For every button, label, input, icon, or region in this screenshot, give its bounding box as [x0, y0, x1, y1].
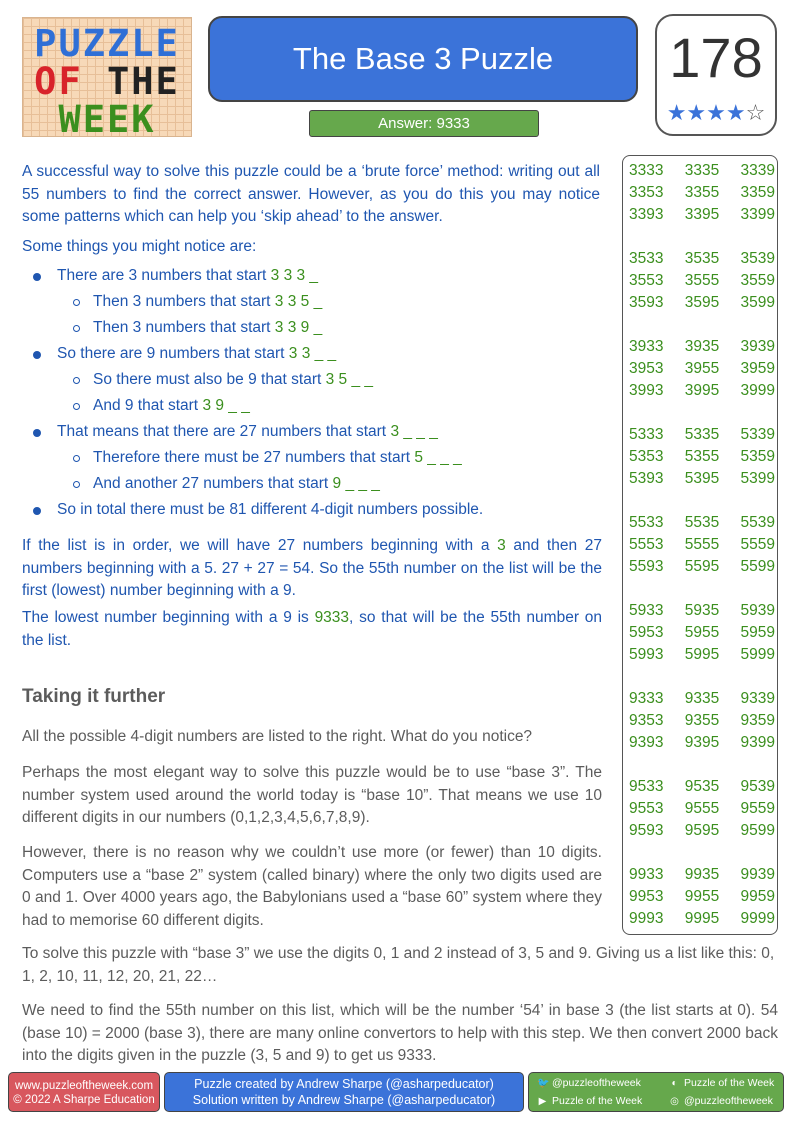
number-cell: 3335: [684, 162, 720, 179]
number-row: [629, 534, 775, 556]
number-row: [629, 446, 775, 468]
star-filled-icon: ★★★★: [666, 100, 746, 125]
youtube-icon: ▶: [538, 1096, 547, 1107]
number-cell: 5593: [629, 558, 664, 575]
number-cell: 5935: [684, 602, 720, 619]
number-cell: 5535: [684, 514, 720, 531]
number-cell: 5559: [740, 536, 775, 553]
number-cell: 5339: [740, 426, 775, 443]
number-cell: 9599: [740, 822, 775, 839]
number-cell: 3993: [629, 382, 664, 399]
number-cell: 9335: [684, 690, 720, 707]
number-row: [629, 622, 775, 644]
number-row: [629, 160, 775, 182]
number-cell: 5355: [684, 448, 720, 465]
difficulty-stars: [657, 102, 775, 124]
sub-bullet-ring: [73, 299, 80, 306]
logo-the: THE: [107, 60, 180, 103]
intro-paragraph: A successful way to solve this puzzle could be a ‘brute force’ method: writing out all 55 numbers to find the correct answer. However, as you do this you may notice some patterns which can help you ‘skip ahead’ to the answer.: [22, 163, 600, 225]
number-row: [629, 710, 775, 732]
number-cell: 3933: [629, 338, 664, 355]
number-group: [629, 424, 775, 490]
puzzle-credit: Puzzle created by Andrew Sharpe (@asharpeducator): [194, 1077, 494, 1091]
number-cell: 5399: [740, 470, 775, 487]
number-cell: 9353: [629, 712, 664, 729]
notice-text: Some things you might notice are:: [22, 238, 257, 255]
number-cell: 9355: [684, 712, 720, 729]
number-cell: 3939: [740, 338, 775, 355]
number-cell: 3333: [629, 162, 664, 179]
number-row: [629, 468, 775, 490]
copyright-text: © 2022 A Sharpe Education: [13, 1094, 155, 1106]
lowest-paragraph: The lowest number beginning with a 9 is 9333, so that will be the 55th number on the list.: [22, 609, 602, 649]
number-cell: 5393: [629, 470, 664, 487]
number-row: [629, 886, 775, 908]
number-cell: 3353: [629, 184, 664, 201]
number-cell: 3595: [684, 294, 720, 311]
sub-bullet-ring: [73, 455, 80, 462]
number-cell: 5539: [740, 514, 775, 531]
number-cell: 9993: [629, 910, 664, 927]
number-row: [629, 424, 775, 446]
sub-bullet-ring: [73, 377, 80, 384]
number-cell: 5335: [684, 426, 720, 443]
puzzle-of-the-week-logo: [22, 17, 192, 141]
number-group: [629, 512, 775, 578]
number-cell: 5939: [740, 602, 775, 619]
logo-line-1: PUZZLE: [34, 22, 180, 65]
number-cell: 3593: [629, 294, 664, 311]
social-patreon[interactable]: ◐ Puzzle of the Week: [669, 1077, 774, 1089]
number-cell: 9535: [684, 778, 720, 795]
social-youtube[interactable]: ▶ Puzzle of the Week: [538, 1095, 643, 1107]
number-cell: 9399: [740, 734, 775, 751]
twitter-icon: 🐦: [537, 1078, 550, 1089]
further-paragraph: To solve this puzzle with “base 3” we use the digits 0, 1 and 2 instead of 3, 5 and 9. Giving us a list like this: 0, 1, 2, 10, 11, 12, 20, 21, 22…: [22, 945, 775, 985]
social-twitter[interactable]: 🐦 @puzzleoftheweek: [537, 1077, 641, 1089]
order-paragraph: If the list is in order, we will have 27 numbers beginning with a 3 and then 27 numbers beginning with a 5. 27 + 27 = 54. So the 55th number on the list will be the first (lowest) number beginning with a 9.: [22, 537, 602, 599]
number-cell: 5993: [629, 646, 664, 663]
bullet-item: Then 3 numbers that start 3 3 9 _: [93, 319, 323, 336]
section-heading: Taking it further: [22, 686, 166, 707]
bullet-dot: [33, 273, 41, 281]
number-cell: 9393: [629, 734, 664, 751]
number-cell: 9939: [740, 866, 775, 883]
number-cell: 9559: [740, 800, 775, 817]
sub-bullet-ring: [73, 403, 80, 410]
number-row: [629, 688, 775, 710]
number-cell: 9555: [684, 800, 720, 817]
number-cell: 9955: [684, 888, 720, 905]
bullet-item: Then 3 numbers that start 3 3 5 _: [93, 293, 323, 310]
further-paragraph: All the possible 4-digit numbers are listed to the right. What do you notice?: [22, 728, 533, 745]
number-row: [629, 358, 775, 380]
number-cell: 5995: [684, 646, 720, 663]
number-cell: 3539: [740, 250, 775, 267]
number-list-panel: [622, 155, 778, 935]
number-row: [629, 512, 775, 534]
number-cell: 5359: [740, 448, 775, 465]
number-group: [629, 160, 775, 226]
number-cell: 3399: [740, 206, 775, 223]
number-cell: 9935: [684, 866, 720, 883]
number-cell: 9553: [629, 800, 664, 817]
number-group: [629, 600, 775, 666]
number-row: [629, 908, 775, 930]
further-paragraph: Perhaps the most elegant way to solve this puzzle would be to use “base 3”. The number system used around the world today is “base 10”. That means we use 10 different digits in our numbers (0,1,2,3,4,5,6,7,8,9).: [22, 764, 602, 826]
footer-credits-box: [164, 1072, 524, 1112]
further-paragraph: We need to find the 55th number on this list, which will be the number ‘54’ in base 3 (the list starts at 0). 54 (base 10) = 2000 (base 3), there are many online convertors to help with this step. We then convert 2000 back into the digits given in the puzzle (3, 5 and 9) to get us 9333.: [22, 1002, 778, 1064]
number-cell: 3953: [629, 360, 664, 377]
number-cell: 3393: [629, 206, 664, 223]
bullet-item: So there are 9 numbers that start 3 3 _ _: [57, 345, 337, 362]
number-group: [629, 248, 775, 314]
number-cell: 5953: [629, 624, 664, 641]
bullet-item: Therefore there must be 27 numbers that start 5 _ _ _: [93, 449, 462, 466]
number-cell: 5595: [684, 558, 720, 575]
puzzle-number: 178: [669, 26, 763, 89]
number-cell: 5555: [684, 536, 720, 553]
bullet-item: So there must also be 9 that start 3 5 _ _: [93, 371, 374, 388]
logo-of: OF: [34, 60, 107, 103]
number-cell: 9595: [684, 822, 720, 839]
logo-line-3: WEEK: [58, 98, 156, 141]
number-cell: 5553: [629, 536, 664, 553]
number-row: [629, 336, 775, 358]
number-row: [629, 204, 775, 226]
number-row: [629, 380, 775, 402]
number-row: [629, 776, 775, 798]
number-row: [629, 182, 775, 204]
footer-website-box: [8, 1072, 160, 1112]
answer-banner: [309, 110, 539, 137]
bullet-item: There are 3 numbers that start 3 3 3 _: [57, 267, 319, 284]
number-cell: 9359: [740, 712, 775, 729]
number-cell: 5955: [684, 624, 720, 641]
number-cell: 5999: [740, 646, 775, 663]
number-cell: 3395: [684, 206, 720, 223]
number-group: [629, 336, 775, 402]
number-cell: 9593: [629, 822, 664, 839]
number-cell: 3959: [740, 360, 775, 377]
number-cell: 3355: [684, 184, 720, 201]
number-cell: 9333: [629, 690, 664, 707]
number-cell: 3559: [740, 272, 775, 289]
social-instagram[interactable]: ◎ @puzzleoftheweek: [670, 1095, 773, 1107]
puzzle-number-badge: [655, 14, 777, 136]
number-row: [629, 798, 775, 820]
number-cell: 9953: [629, 888, 664, 905]
bullet-item: That means that there are 27 numbers that start 3 _ _ _: [57, 423, 438, 440]
title-banner: [208, 16, 638, 102]
number-cell: 3599: [740, 294, 775, 311]
page-title: The Base 3 Puzzle: [292, 41, 554, 76]
solution-credit: Solution written by Andrew Sharpe (@asharpeducator): [192, 1093, 496, 1107]
number-cell: 9339: [740, 690, 775, 707]
number-cell: 9999: [740, 910, 775, 927]
number-row: [629, 644, 775, 666]
number-cell: 3339: [740, 162, 775, 179]
instagram-icon: ◎: [670, 1096, 679, 1107]
number-cell: 3359: [740, 184, 775, 201]
number-cell: 9995: [684, 910, 720, 927]
bullet-dot: [33, 507, 41, 515]
number-cell: 5333: [629, 426, 664, 443]
number-cell: 3999: [740, 382, 775, 399]
star-empty-icon: ☆: [745, 100, 766, 125]
number-cell: 9539: [740, 778, 775, 795]
bullet-dot: [33, 429, 41, 437]
number-group: [629, 688, 775, 754]
number-row: [629, 732, 775, 754]
number-cell: 5533: [629, 514, 664, 531]
number-cell: 5599: [740, 558, 775, 575]
answer-text: Answer: 9333: [378, 115, 470, 132]
number-cell: 5395: [684, 470, 720, 487]
number-row: [629, 820, 775, 842]
number-cell: 9533: [629, 778, 664, 795]
number-row: [629, 600, 775, 622]
number-row: [629, 248, 775, 270]
sub-bullet-ring: [73, 325, 80, 332]
patreon-icon: ◐: [671, 1078, 678, 1089]
bullet-item: And another 27 numbers that start 9 _ _ _: [93, 475, 380, 492]
number-cell: 3553: [629, 272, 664, 289]
number-cell: 3935: [684, 338, 720, 355]
number-cell: 3955: [684, 360, 720, 377]
number-cell: 3555: [684, 272, 720, 289]
number-cell: 9959: [740, 888, 775, 905]
number-cell: 3535: [684, 250, 720, 267]
number-row: [629, 292, 775, 314]
number-cell: 5959: [740, 624, 775, 641]
website-link[interactable]: www.puzzleoftheweek.com: [14, 1080, 154, 1092]
number-group: [629, 864, 775, 930]
bullet-item: So in total there must be 81 different 4-digit numbers possible.: [57, 501, 484, 518]
number-row: [629, 270, 775, 292]
number-cell: 9933: [629, 866, 664, 883]
number-cell: 9395: [684, 734, 720, 751]
logo-line-2: [23, 60, 191, 103]
further-paragraph: However, there is no reason why we couldn’t use more (or fewer) than 10 digits. Computers use a “base 2” system (called binary) where the only two digits used are 0 and 1. Over 4000 years ago, the Babylonians used a “base 60” system where they had to memorise 60 different digits.: [22, 844, 602, 929]
number-row: [629, 556, 775, 578]
bullet-item: And 9 that start 3 9 _ _: [93, 397, 250, 414]
number-cell: 3533: [629, 250, 664, 267]
bullet-dot: [33, 351, 41, 359]
number-group: [629, 776, 775, 842]
number-cell: 5353: [629, 448, 664, 465]
footer-social-box: [528, 1072, 784, 1112]
sub-bullet-ring: [73, 481, 80, 488]
number-cell: 5933: [629, 602, 664, 619]
number-cell: 3995: [684, 382, 720, 399]
number-row: [629, 864, 775, 886]
